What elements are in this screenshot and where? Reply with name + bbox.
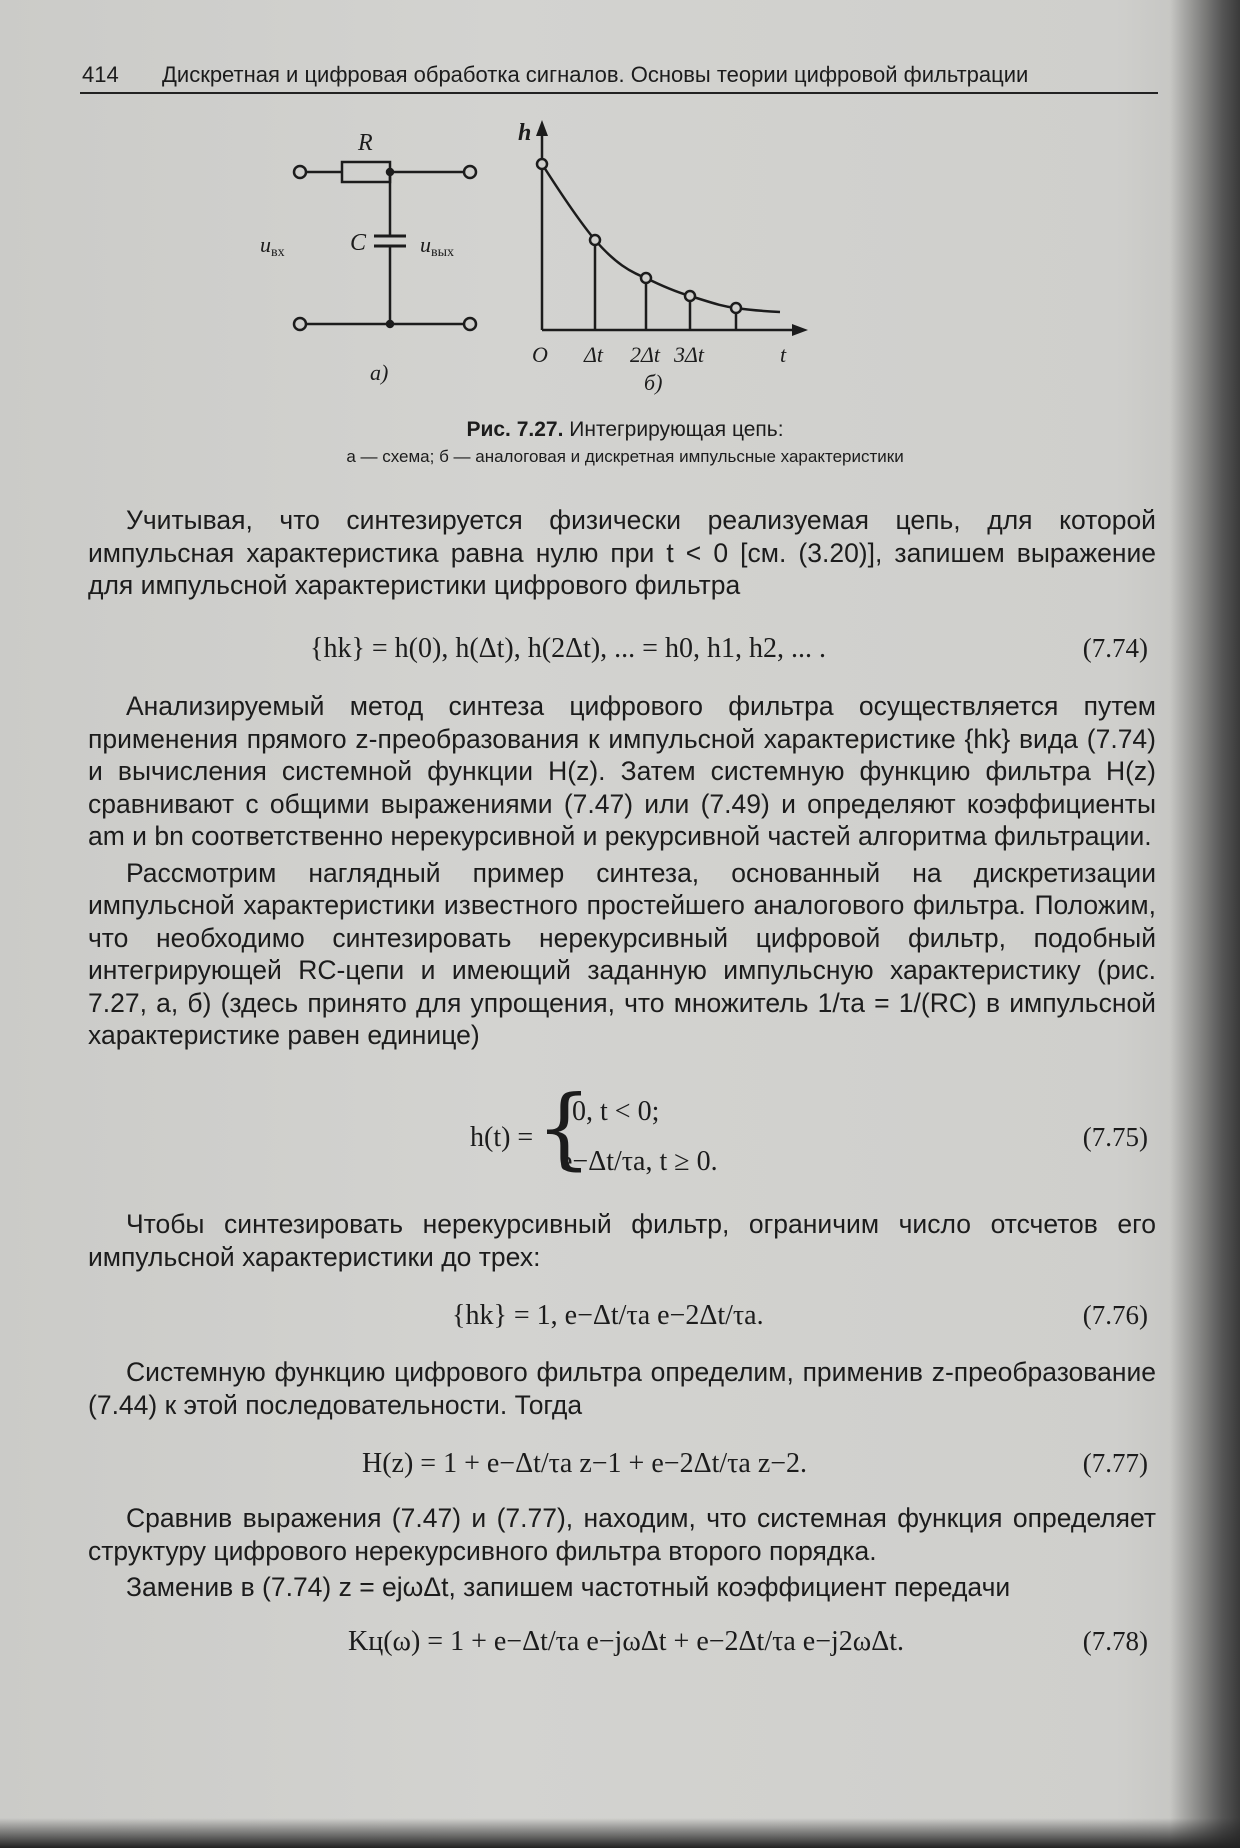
- output-top-terminal: [464, 166, 476, 178]
- equation-number-7-75: (7.75): [1082, 1122, 1148, 1152]
- output-voltage-label: uвых: [420, 232, 455, 260]
- x-tick-dt: Δt: [584, 342, 604, 367]
- input-bottom-terminal: [294, 318, 306, 330]
- capacitor-label: C: [350, 230, 367, 256]
- panel-label-a: а): [370, 360, 389, 385]
- resistor-symbol: [342, 162, 390, 182]
- book-spine-shadow: [1170, 0, 1240, 1848]
- paragraph-4: Чтобы синтезировать нерекурсивный фильтр, ограничим число отсчетов его импульсной характеристики до трех:: [88, 1209, 1156, 1272]
- y-axis-arrow: [536, 120, 548, 136]
- output-bottom-terminal: [464, 318, 476, 330]
- paragraph-5: Системную функцию цифрового фильтра определим, применив z-преобразование (7.44) к этой последовательности. Тогда: [88, 1357, 1156, 1420]
- sample-point-1: [590, 235, 600, 245]
- x-tick-3dt: 3Δt: [674, 342, 705, 367]
- figure-caption-title: Интегрирующая цепь:: [569, 418, 784, 441]
- y-axis-label: h: [518, 120, 532, 146]
- paragraph-1: Учитывая, что синтезируется физически реализуемая цепь, для которой импульсная характеристика равна нулю при t < 0 [см. (3.20)], запишем выражение для импульсной характеристики цифрового фильтра: [88, 505, 1156, 600]
- running-header: [80, 60, 1158, 94]
- equation-number-7-78: (7.78): [1082, 1626, 1148, 1656]
- paragraph-2: Анализируемый метод синтеза цифрового фильтра осуществляется путем применения прямого z-преобразования к импульсной характеристике {hk} вида (7.74) и вычисления системной функции H(z). Затем системную функцию фильтра H(z) сравнивают с общими выражениями (7.47) или (7.49) и определяют коэффициенты am и bn соответственно нерекурсивной и рекурсивной частей алгоритма фильтрации.: [88, 691, 1156, 851]
- page-number: 414: [82, 62, 119, 87]
- sample-point-4: [731, 303, 741, 313]
- x-tick-2dt: 2Δt: [630, 342, 661, 367]
- sample-point-0: [537, 159, 547, 169]
- equation-7-78: Kц(ω) = 1 + e−Δt/τа e−jωΔt + e−2Δt/τа e−j2ωΔt.: [348, 1626, 905, 1657]
- analog-impulse-curve: [542, 164, 780, 312]
- figure-caption: [100, 418, 1150, 442]
- x-axis-arrow: [792, 324, 808, 336]
- equation-7-76: {hk} = 1, e−Δt/τа e−2Δt/τа.: [452, 1300, 764, 1331]
- equation-7-75-case-2: e−Δt/τа, t ≥ 0.: [560, 1146, 718, 1177]
- paragraphs-2-3: [88, 690, 1156, 1052]
- paragraph-3: Рассмотрим наглядный пример синтеза, основанный на дискретизации импульсной характеристики известного простейшего аналогового фильтра. Положим, что необходимо синтезировать нерекурсивный цифровой фильтр, подобный интегрирующей RC-цепи и имеющий заданную импульсную характеристику (рис. 7.27, а, б) (здесь принято для упрощения, что множитель 1/τа = 1/(RC) в импульсной характеристике равен единице): [88, 857, 1156, 1050]
- x-tick-t: t: [780, 342, 787, 367]
- x-tick-origin: O: [532, 342, 548, 367]
- paragraphs-6-7: [88, 1502, 1156, 1604]
- sample-point-3: [685, 291, 695, 301]
- paragraph-6: Сравнив выражения (7.47) и (7.77), находим, что системная функция определяет структуру цифрового нерекурсивного фильтра второго порядка.: [88, 1503, 1156, 1566]
- figure-7-27: [260, 118, 970, 418]
- sample-point-2: [641, 273, 651, 283]
- input-voltage-label: uвх: [260, 232, 285, 260]
- equation-7-75-brace: {: [536, 1076, 592, 1179]
- equation-7-74: {hk} = h(0), h(Δt), h(2Δt), ... = h0, h1, h2, ... .: [310, 633, 826, 664]
- equation-7-75-case-1: 0, t < 0;: [572, 1096, 660, 1127]
- equation-number-7-77: (7.77): [1082, 1448, 1148, 1478]
- input-top-terminal: [294, 166, 306, 178]
- figure-caption-legend: а — схема; б — аналоговая и дискретная импульсные характеристики: [346, 447, 904, 466]
- impulse-response-plot: [536, 120, 808, 336]
- figure-caption-number: Рис. 7.27.: [466, 418, 564, 441]
- running-title: Дискретная и цифровая обработка сигналов. Основы теории цифровой фильтрации: [162, 62, 1029, 87]
- equation-7-77: H(z) = 1 + e−Δt/τа z−1 + e−2Δt/τа z−2.: [362, 1448, 808, 1479]
- panel-label-b: б): [644, 370, 663, 395]
- equation-number-7-76: (7.76): [1082, 1300, 1148, 1330]
- paragraph-7: Заменив в (7.74) z = ejωΔt, запишем частотный коэффициент передачи: [126, 1572, 1011, 1602]
- resistor-label: R: [358, 130, 373, 156]
- equation-7-75-lhs: h(t) =: [470, 1122, 534, 1153]
- page-bottom-edge: [0, 1818, 1240, 1848]
- equation-number-7-74: (7.74): [1082, 633, 1148, 663]
